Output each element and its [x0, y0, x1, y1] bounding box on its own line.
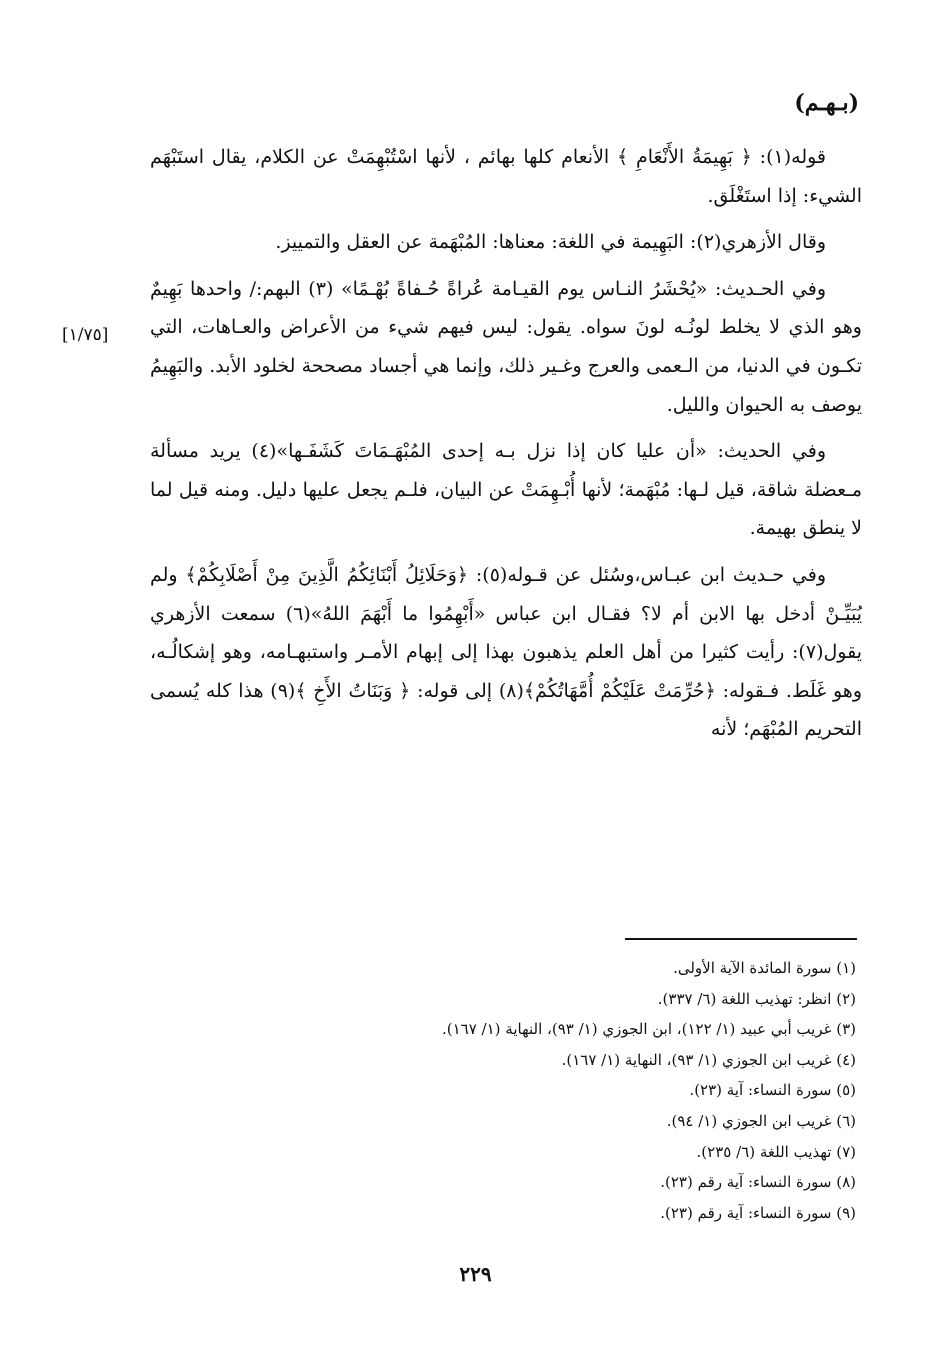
- paragraph: وقال الأزهري(٢): البَهِيمة في اللغة: معناها: المُبْهَمة عن العقل والتمييز.: [275, 231, 826, 254]
- footnote: (١) سورة المائدة الآية الأولى.: [673, 959, 856, 977]
- footnotes: [156, 953, 856, 1228]
- paragraph: وفي الحـديث: «يُحْشَرُ النـاس يوم القيـامة عُراةً حُـفاةً بُهْـمًا» (٣) البهم:/ واحدها بَهِيمٌ وهو الذي لا يخلط لونُـه لونَ سواه. يقول: ليس فيهم شيء من الأعراض والعـاهات، التي تكـون في الدنيا، من الـعمى والعرج وغـير ذلك، وإنما هي أجساد مصححة لخلود الأبد. والبَهِيمُ يوصف به الحيوان والليل.: [150, 277, 862, 416]
- footnote: (٥) سورة النساء: آية (٢٣).: [689, 1081, 856, 1100]
- footnote: (٧) تهذيب اللغة (٦/ ٢٣٥).: [696, 1142, 856, 1161]
- main-text: [150, 138, 862, 757]
- page-number: ٢٢٩: [459, 1262, 492, 1286]
- paragraph: قوله(١): ﴿ بَهِيمَةُ الأَنْعَامِ ﴾ الأنعام كلها بهائم ، لأنها اسْتُبْهِمَتْ عن الكلام، يقال استَبْهَم الشيء: إذا استَغْلَق.: [150, 146, 862, 207]
- entry-heading: (بـهـم): [794, 90, 859, 116]
- footnote: (٨) سورة النساء: آية رقم (٢٣).: [660, 1173, 856, 1192]
- paragraph: وفي حـديث ابن عبـاس،وسُئل عن قـوله(٥): ﴿وَحَلَائِلُ أَبْنَائِكُمُ الَّذِينَ مِنْ أَصْلَابِكُمْ﴾ ولم يُبَيِّـنْ أدخل بها الابن أم لا؟ فقـال ابن عباس «أَبْهِمُوا ما أَبْهَمَ اللهُ»(٦) سمعت الأزهري يقول(٧): رأيت كثيرا من أهل العلم يذهبون بهذا إلى إبهام الأمـر واستبهـامه، وهو إشكالُـه، وهو غَلَط. فـقوله: ﴿حُرِّمَتْ عَلَيْكُمْ أُمَّهَاتُكُمْ﴾(٨) إلى قوله: ﴿ وَبَنَاتُ الأَخِ ﴾(٩) هذا كله يُسمى التحريم المُبْهَم؛ لأنه: [150, 563, 863, 741]
- footnote: (٦) غريب ابن الجوزي (١/ ٩٤).: [666, 1111, 856, 1130]
- footnote: (٤) غريب ابن الجوزي (١/ ٩٣)، النهاية (١/ ١٦٧).: [561, 1050, 856, 1069]
- footnote: (٩) سورة النساء: آية رقم (٢٣).: [660, 1203, 856, 1222]
- footnote-divider: [625, 938, 857, 940]
- paragraph: وفي الحديث: «أن عليا كان إذا نزل بـه إحدى المُبْهَـمَاتَ كَشَفَـها»(٤) يريد مسألة مـعضلة شاقة، قيل لـها: مُبْهَمة؛ لأنها أُبْـهِمَتْ عن البيان، فلـم يجعل عليها دليل. ومنه قيل لما لا ينطق بهيمة.: [150, 440, 862, 540]
- manuscript-folio-marker: [١/٧٥]: [62, 325, 109, 345]
- footnote: (٢) انظر: تهذيب اللغة (٦/ ٣٣٧).: [657, 989, 856, 1008]
- footnote: (٣) غريب أبي عبيد (١/ ١٢٢)، ابن الجوزي (١/ ٩٣)، النهاية (١/ ١٦٧).: [441, 1020, 856, 1039]
